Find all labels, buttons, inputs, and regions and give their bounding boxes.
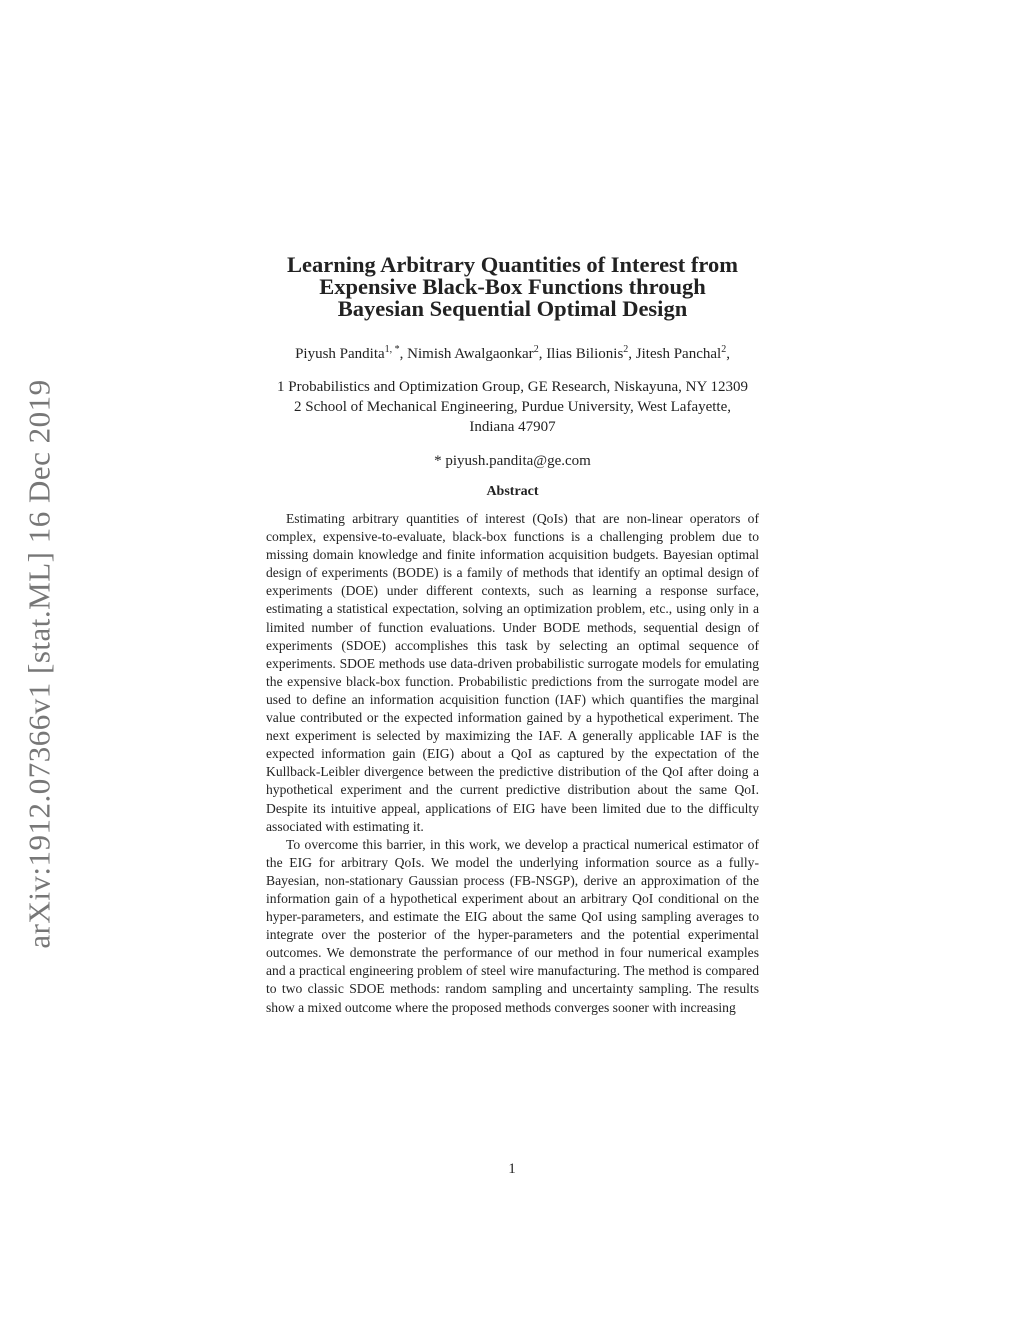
arxiv-identifier-stamp bbox=[20, 344, 60, 984]
abstract-body bbox=[266, 510, 759, 1017]
paper-title bbox=[230, 254, 795, 320]
author-list: Piyush Pandita$^{1, *}$, Nimish Awalgaonkar$^2$, Ilias Bilionis$^2$, Jitesh Panchal$^2$, bbox=[295, 344, 730, 362]
author-name: Piyush Pandita bbox=[295, 346, 385, 362]
author-affiliation-mark: 2 bbox=[623, 344, 629, 355]
corresponding-email: * piyush.pandita@ge.com bbox=[434, 453, 591, 469]
affiliation-line-3: Indiana 47907 bbox=[469, 419, 556, 435]
title-line-2: Expensive Black-Box Functions through bbox=[319, 274, 706, 299]
author-affiliation-mark: 1, * bbox=[384, 344, 400, 355]
paper-first-page bbox=[230, 254, 795, 1017]
author-affiliation-mark: 2 bbox=[721, 344, 727, 355]
author-affiliation-mark: 2 bbox=[533, 344, 539, 355]
abstract-heading: Abstract bbox=[486, 484, 539, 499]
abstract-paragraph-2: To overcome this barrier, in this work, we develop a practical numerical estimator of the EIG for arbitrary QoIs. We model the underlying information source as a fully-Bayesian, non-stationary Gaussian process (FB-NSGP), derive an approximation of the information gain of a hypothetical experiment about an arbitrary QoI conditional on the hyper-parameters, and estimate the EIG about the same QoI using sampling averages to integrate over the posterior of the hyper-parameters and the potential experimental outcomes. We demonstrate the performance of our method in four numerical examples and a practical engineering problem of steel wire manufacturing. The method is compared to two classic SDOE methods: random sampling and uncertainty sampling. The results show a mixed outcome where the proposed methods converges sooner with increasing bbox=[266, 836, 759, 1015]
abstract-paragraph-1: Estimating arbitrary quantities of interest (QoIs) that are non-linear operators of complex, expensive-to-evaluate, black-box functions is a challenging problem due to missing domain knowledge and finite information acquisition budgets. Bayesian optimal design of experiments (BODE) is a family of methods that identify an optimal design of experiments (DOE) under different contexts, such as learning a response surface, estimating a statistical expectation, solving an optimization problem, etc., using only in a limited number of function evaluations. Under BODE methods, sequential design of experiments (SDOE) accomplishes this task by selecting an optimal sequence of experiments. SDOE methods use data-driven probabilistic surrogate models for emulating the expensive black-box function. Probabilistic predictions from the surrogate model are used to define an information acquisition function (IAF) which quantifies the marginal value contributed or the expected information gained by a hypothetical experiment. The next experiment is selected by maximizing the IAF. A generally applicable IAF is the expected information gain (EIG) about a QoI as captured by the expectation of the Kullback-Leibler divergence between the predictive distribution of the QoI after doing a hypothetical experiment and the current predictive distribution about the same QoI. Despite its intuitive appeal, applications of EIG have been limited due to the difficulty associated with estimating it. bbox=[266, 511, 759, 834]
affiliations bbox=[230, 377, 795, 437]
affiliation-line-1: 1 Probabilistics and Optimization Group, GE Research, Niskayuna, NY 12309 bbox=[276, 379, 749, 395]
title-line-3: Bayesian Sequential Optimal Design bbox=[337, 296, 688, 321]
affiliation-line-2: 2 School of Mechanical Engineering, Purdue University, West Lafayette, bbox=[294, 399, 731, 415]
arxiv-identifier-text: arXiv:1912.07366v1 [stat.ML] 16 Dec 2019 bbox=[22, 379, 58, 949]
author-name: Nimish Awalgaonkar bbox=[407, 346, 534, 362]
title-line-1: Learning Arbitrary Quantities of Interest from bbox=[287, 252, 738, 277]
author-name: Ilias Bilionis bbox=[546, 346, 624, 362]
page-number: 1 bbox=[508, 1161, 516, 1177]
author-name: Jitesh Panchal bbox=[635, 346, 722, 362]
